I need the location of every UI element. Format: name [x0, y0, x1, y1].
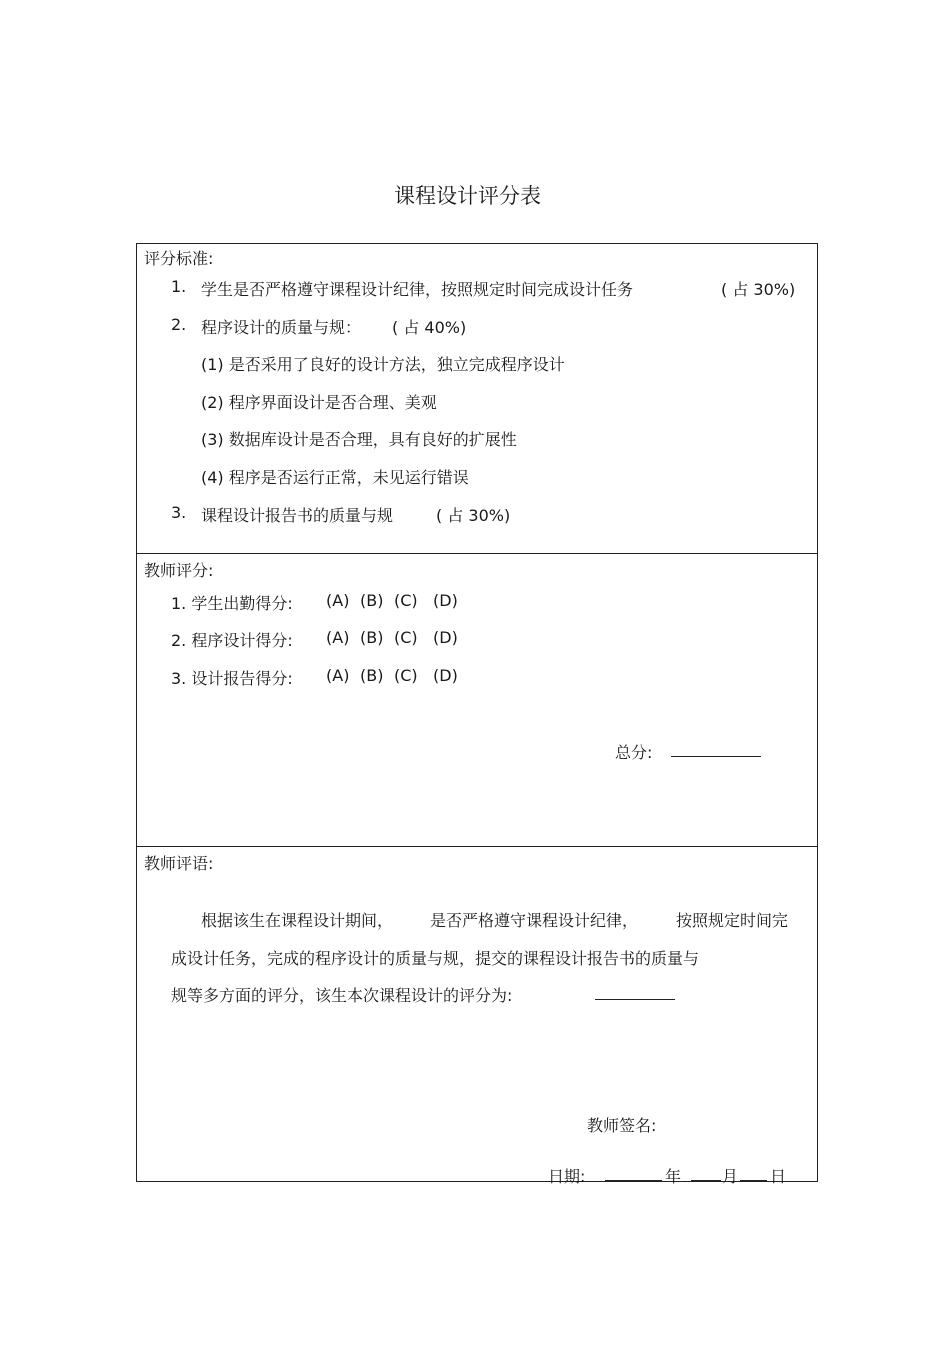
option-c[interactable]: (C) — [394, 628, 418, 647]
date-label: 日期: — [548, 1167, 586, 1186]
comment-text-line3: 规等多方面的评分，该生本次课程设计的评分为: — [171, 986, 513, 1005]
option-d[interactable]: (D) — [433, 628, 458, 647]
criteria-item-1-text: 学生是否严格遵守课程设计纪律，按照规定时间完成设计任务 — [201, 280, 634, 299]
comment-text-line1c: 按照规定时间完 — [676, 911, 789, 930]
option-b[interactable]: (B) — [360, 591, 384, 610]
date-year-label: 年 — [665, 1167, 682, 1186]
criteria-item-3-number: 3. — [171, 503, 187, 522]
score-table — [136, 243, 818, 1182]
criteria-item-1-weight: ( 占 30%) — [721, 280, 796, 299]
option-c[interactable]: (C) — [394, 666, 418, 685]
criteria-item-2-text: 程序设计的质量与规： — [201, 318, 362, 337]
total-score-label: 总分: — [615, 743, 653, 762]
criteria-heading: 评分标准: — [144, 249, 214, 268]
option-a[interactable]: (A) — [326, 591, 350, 610]
comment-text-line1b: 是否严格遵守课程设计纪律， — [430, 911, 639, 930]
comment-text-line2: 成设计任务，完成的程序设计的质量与规，提交的课程设计报告书的质量与 — [171, 949, 700, 968]
criteria-item-2-number: 2. — [171, 315, 187, 334]
criteria-item-1-number: 1. — [171, 277, 187, 296]
criteria-subitem-4: (4) 程序是否运行正常，未见运行错误 — [201, 468, 469, 487]
option-c[interactable]: (C) — [394, 591, 418, 610]
date-day-field[interactable] — [740, 1164, 767, 1185]
score-row-report-label: 3. 设计报告得分: — [171, 669, 293, 688]
option-d[interactable]: (D) — [433, 666, 458, 685]
date-year-field[interactable] — [605, 1164, 662, 1185]
option-a[interactable]: (A) — [326, 628, 350, 647]
total-score-field[interactable] — [671, 740, 761, 761]
final-grade-field[interactable] — [595, 983, 675, 1004]
criteria-subitem-2: (2) 程序界面设计是否合理、美观 — [201, 393, 437, 412]
option-a[interactable]: (A) — [326, 666, 350, 685]
comments-heading: 教师评语: — [144, 854, 214, 873]
comment-text-line1a: 根据该生在课程设计期间， — [201, 911, 394, 930]
score-row-program-label: 2. 程序设计得分: — [171, 631, 293, 650]
criteria-item-2-weight: ( 占 40%) — [392, 318, 467, 337]
option-d[interactable]: (D) — [433, 591, 458, 610]
criteria-subitem-1: (1) 是否采用了良好的设计方法，独立完成程序设计 — [201, 355, 565, 374]
page-title: 课程设计评分表 — [394, 184, 541, 208]
date-month-label: 月 — [722, 1167, 739, 1186]
criteria-item-3-text: 课程设计报告书的质量与规 — [201, 506, 394, 525]
option-b[interactable]: (B) — [360, 628, 384, 647]
date-day-label: 日 — [770, 1167, 787, 1186]
scoring-heading: 教师评分: — [144, 561, 214, 580]
section-divider-2 — [136, 846, 818, 847]
criteria-subitem-3: (3) 数据库设计是否合理，具有良好的扩展性 — [201, 430, 517, 449]
section-divider-1 — [136, 553, 818, 554]
score-row-attendance-label: 1. 学生出勤得分: — [171, 594, 293, 613]
option-b[interactable]: (B) — [360, 666, 384, 685]
criteria-item-3-weight: ( 占 30%) — [436, 506, 511, 525]
signature-label: 教师签名: — [587, 1116, 657, 1135]
date-month-field[interactable] — [691, 1164, 721, 1185]
